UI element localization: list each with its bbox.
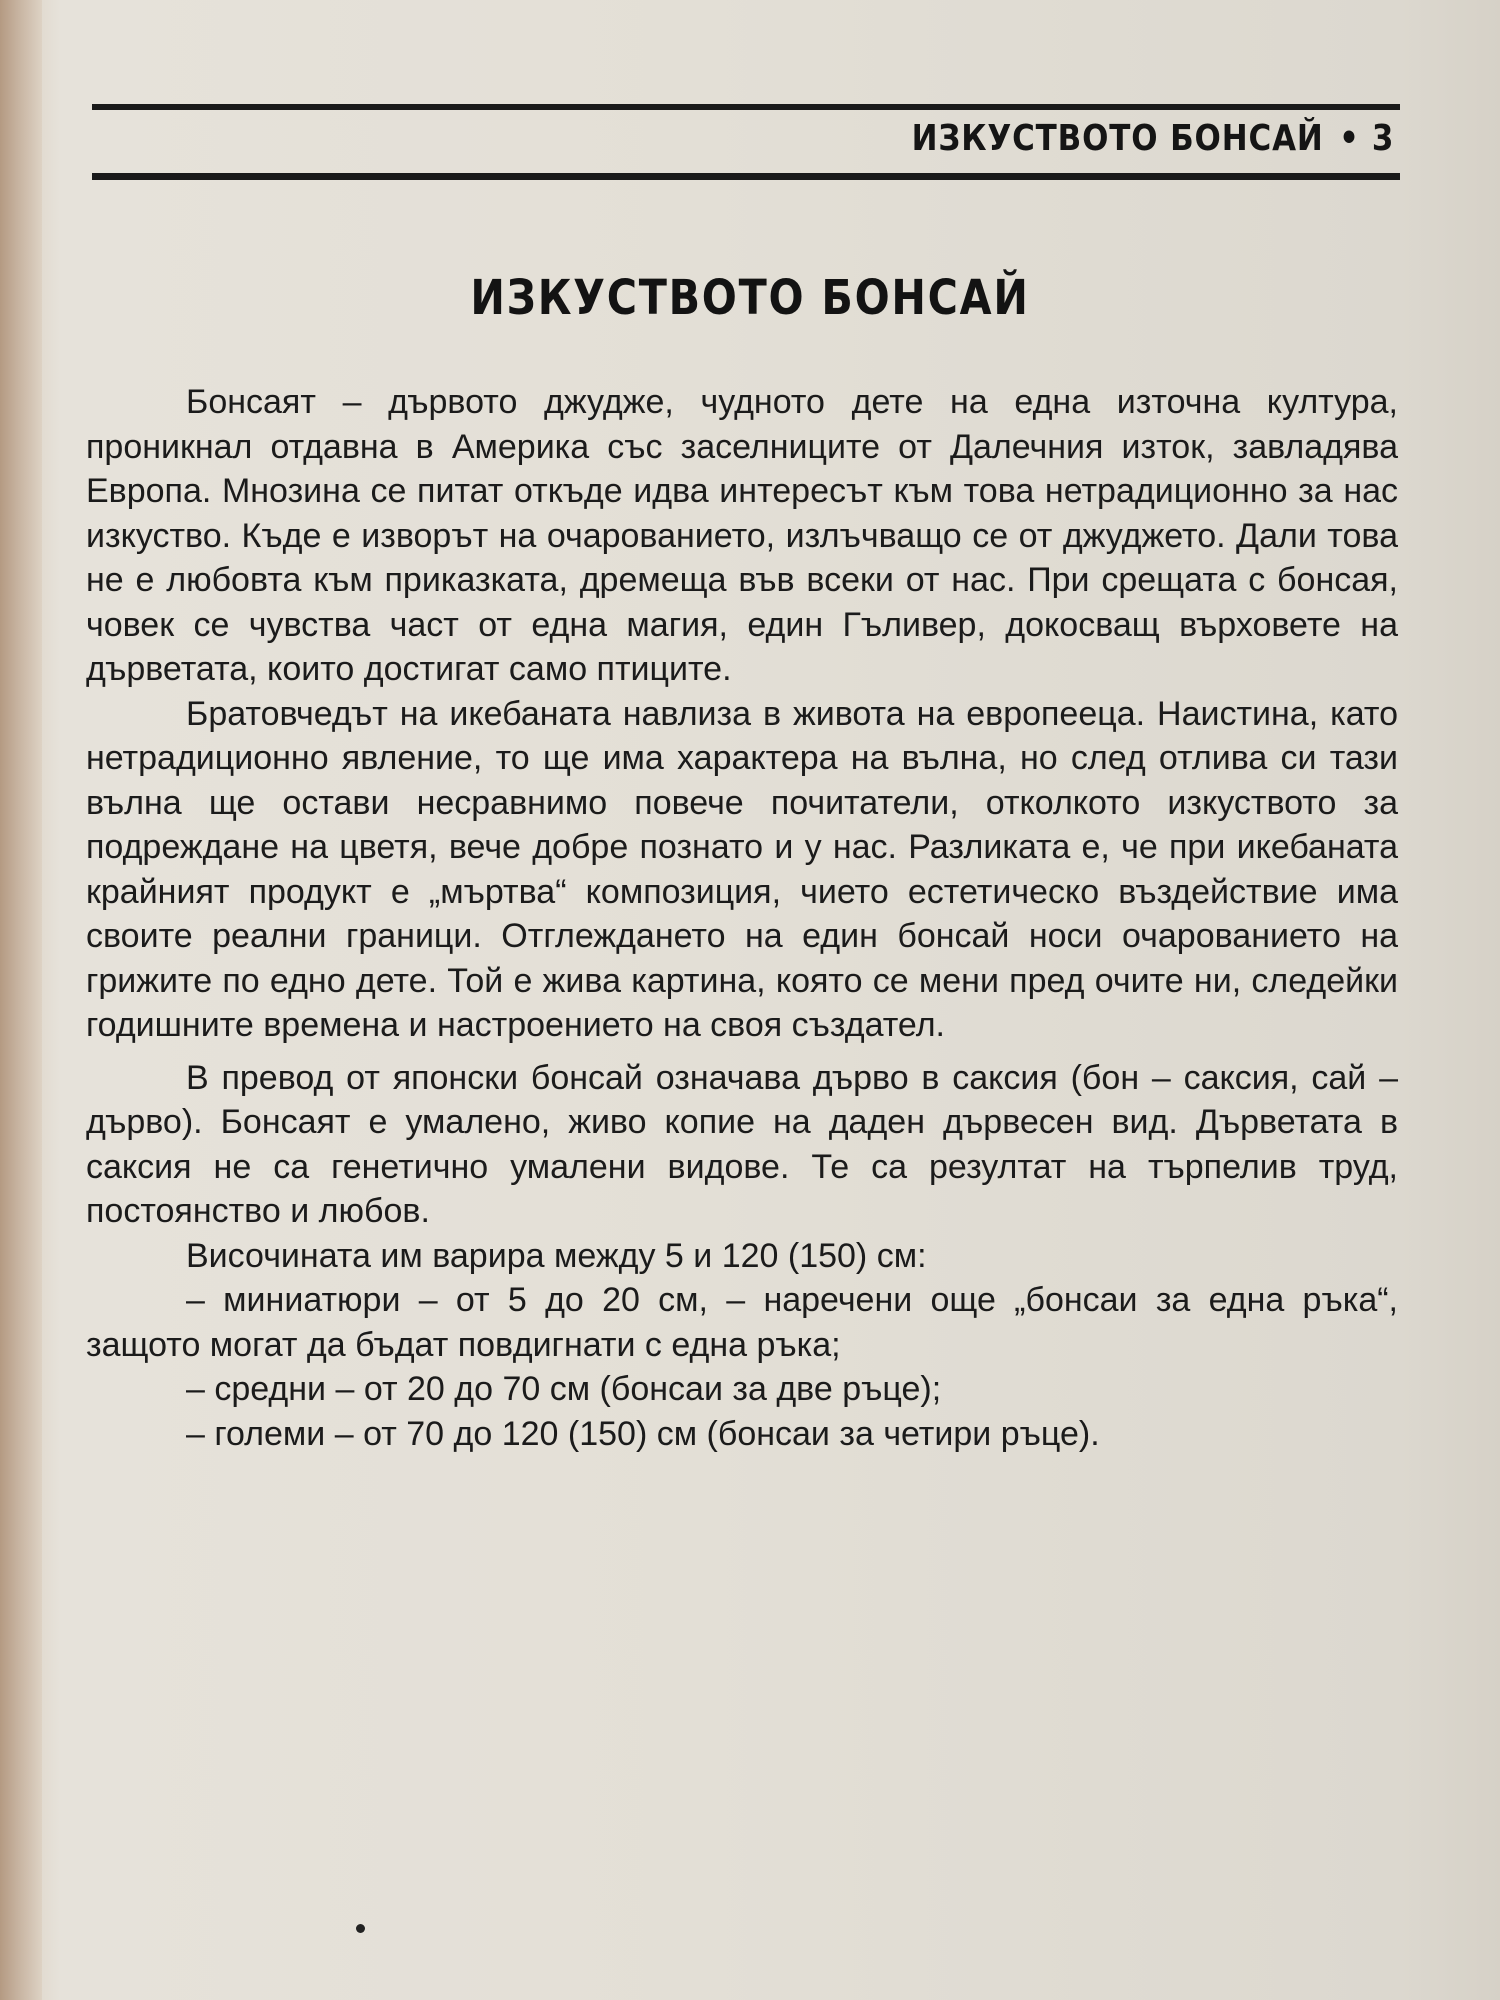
paragraph-1: Бонсаят – дървото джудже, чудното дете на една източна култура, проникнал отдавна в Америка със заселниците от Далечния изток, завладява Европа. Мнозина се питат откъде идва интересът към това нетрадиционно за нас изкуство. Къде е изворът на очарованието, излъчващо се от джуджето. Дали това не е любовта към приказката, дремеща във всеки от нас. При срещата с бонсая, човек се чувства част от една магия, един Гъливер, докосващ върховете на дърветата, които достигат само птиците. [86,383,1398,688]
list-item: – големи – от 70 до 120 (150) см (бонсаи за четири ръце). [186,1414,1100,1453]
header-rule-bottom [92,173,1400,180]
list-item: – средни – от 20 до 70 см (бонсаи за две ръце); [186,1370,942,1408]
running-title: ИЗКУСТВОТО БОНСАЙ [911,118,1324,159]
chapter-title: ИЗКУСТВОТО БОНСАЙ [470,270,1030,326]
paragraph-3: В превод от японски бонсай означава дърво в саксия (бон – саксия, сай – дърво). Бонсаят е умалено, живо копие на даден дървесен вид. Дърветата в саксия не са генетично умалени видове. Те са резултат на търпелив труд, постоянство и любов. [86,1058,1398,1230]
paragraph-4: Височината им варира между 5 и 120 (150) см: [186,1236,927,1275]
running-header-text [911,118,1394,159]
body-text [86,380,1398,1456]
paragraph-2: Братовчедът на икебаната навлиза в живота на европееца. Наистина, като нетрадиционно явление, то ще има характера на вълна, но след отлива си тази вълна ще остави несравнимо повече почитатели, отколкото изкуството за подреждане на цветя, вече добре познато и у нас. Разликата е, че при икебаната крайният продукт е „мъртва“ композиция, чието естетическо въздействие има своите реални граници. Отглеждането на един бонсай носи очарованието на грижите по едно дете. Той е жива картина, която се мени пред очите ни, следейки годишните времена и настроението на своя създател. [86,694,1398,1044]
header-separator: • [1338,118,1360,159]
page-number: 3 [1371,118,1394,159]
list-item: – миниатюри – от 5 до 20 см, – наречени още „бонсаи за една ръка“, защото могат да бъдат повдигнати с една ръка; [86,1281,1398,1364]
running-header [92,104,1400,180]
book-spine-shadow [0,0,42,2000]
height-list [86,1278,1398,1456]
print-speck [356,1924,365,1933]
header-rule-top [92,104,1400,110]
